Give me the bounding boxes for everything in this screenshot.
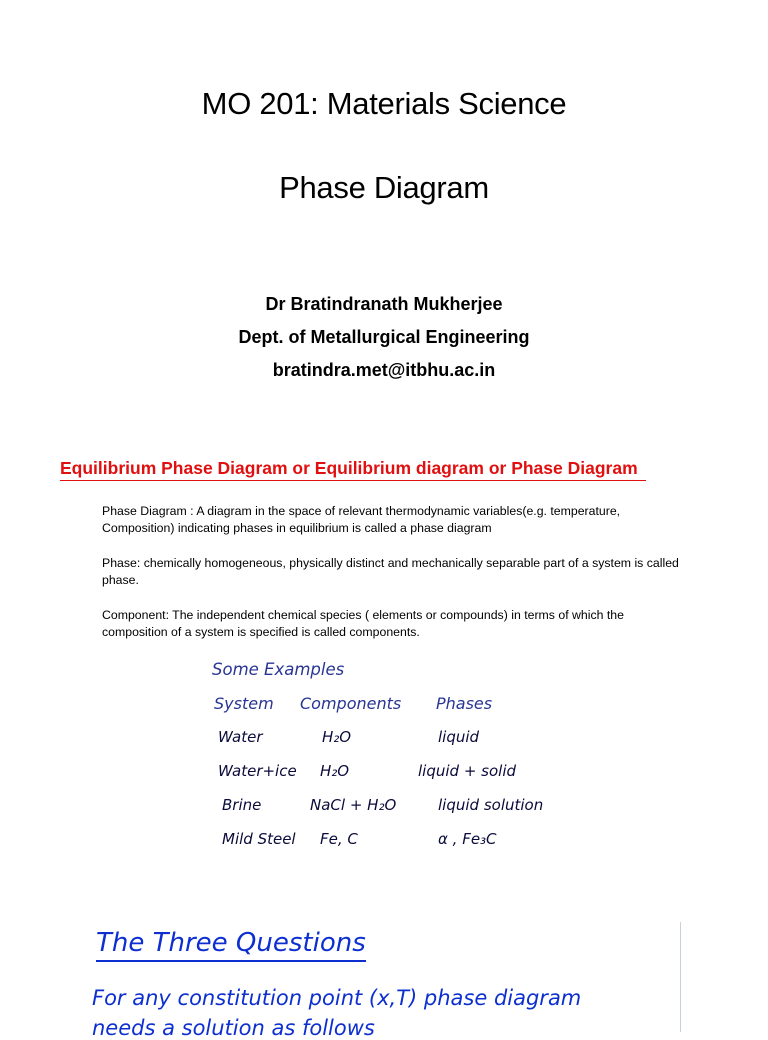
slide-border: [680, 922, 681, 1032]
cell-phases: liquid + solid: [418, 762, 517, 780]
author-email: bratindra.met@itbhu.ac.in: [272, 360, 496, 380]
questions-line-1: For any constitution point (x,T) phase diagram: [92, 986, 582, 1010]
definition-component: Component: The independent chemical species ( elements or compounds) in terms of which the composition of a system is specified is called components.: [102, 608, 624, 639]
course-title: MO 201: Materials Science: [201, 86, 567, 121]
cell-components: H₂O: [320, 762, 350, 780]
examples-table-header: [0, 694, 768, 724]
table-row: [0, 830, 768, 860]
cell-components: NaCl + H₂O: [310, 796, 397, 814]
table-row: [0, 796, 768, 826]
header-system: System: [214, 694, 274, 713]
cell-system: Water: [218, 728, 263, 746]
header-components: Components: [300, 694, 402, 713]
questions-line-2: needs a solution as follows: [92, 1016, 375, 1040]
definition-phase-diagram: Phase Diagram : A diagram in the space of relevant thermodynamic variables(e.g. temperature, Composition) indicating phases in equilibrium is called a phase diagram: [102, 504, 621, 535]
cell-system: Water+ice: [218, 762, 297, 780]
cell-phases: α , Fe₃C: [438, 830, 497, 848]
cell-system: Mild Steel: [222, 830, 296, 848]
cell-components: Fe, C: [320, 830, 358, 848]
examples-title: Some Examples: [212, 660, 345, 679]
topic-title: Phase Diagram: [279, 170, 489, 205]
header-phases: Phases: [436, 694, 493, 713]
author-name: Dr Bratindranath Mukherjee: [265, 294, 503, 314]
cell-phases: liquid: [438, 728, 480, 746]
author-department: Dept. of Metallurgical Engineering: [238, 327, 530, 347]
definition-phase: Phase: chemically homogeneous, physically distinct and mechanically separable part of a system is called phase.: [102, 556, 679, 587]
cell-components: H₂O: [322, 728, 352, 746]
questions-slide: [0, 900, 768, 1040]
table-row: [0, 762, 768, 792]
questions-heading: The Three Questions: [96, 928, 366, 962]
table-row: [0, 728, 768, 758]
section-heading: Equilibrium Phase Diagram or Equilibrium diagram or Phase Diagram: [60, 458, 646, 481]
title-slide: [0, 0, 768, 430]
cell-phases: liquid solution: [438, 796, 544, 814]
cell-system: Brine: [222, 796, 262, 814]
definitions-slide: [0, 432, 768, 892]
